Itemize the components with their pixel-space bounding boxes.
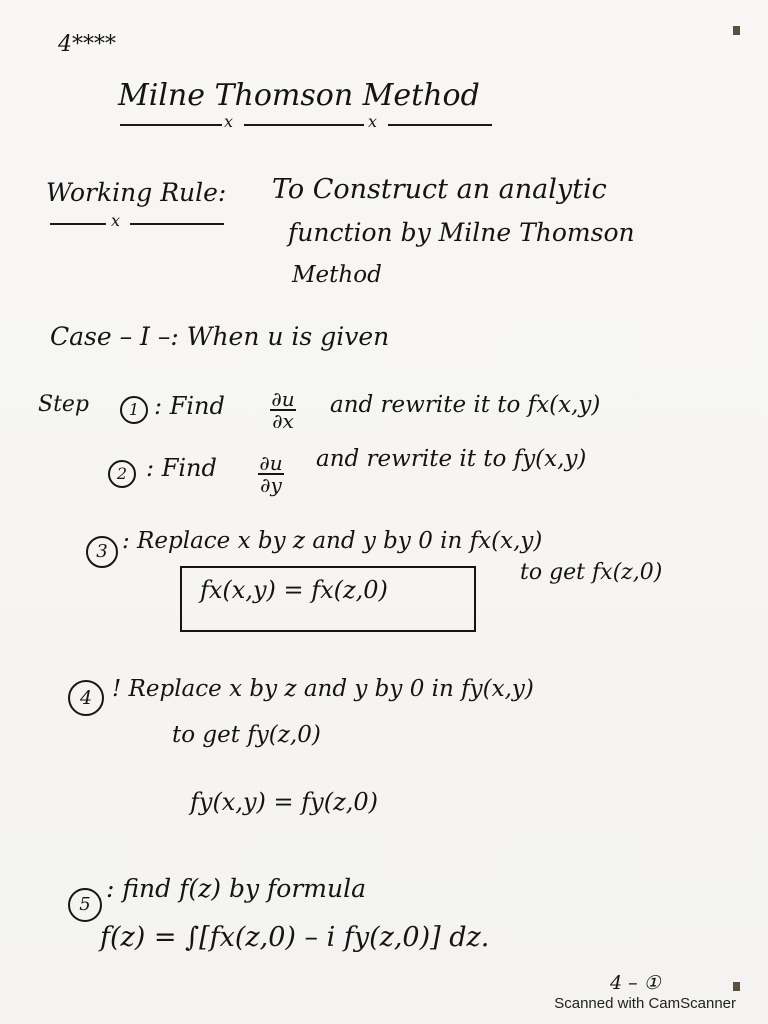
step-2-fraction <box>258 453 284 495</box>
step-4-number: 4 <box>68 680 104 716</box>
title-underline-1 <box>120 124 222 126</box>
page-marker: 4**** <box>58 32 116 57</box>
working-rule-line-3: Method <box>292 262 382 288</box>
camscanner-watermark: Scanned with CamScanner <box>554 995 736 1012</box>
step-1-fraction-denominator: ∂x <box>272 409 294 433</box>
step-3-boxed-equation: fx(x,y) = fx(z,0) <box>200 576 388 604</box>
step-2-text: : Find <box>146 454 217 482</box>
case-heading: Case – I –: When u is given <box>50 322 390 351</box>
working-rule-underline-2 <box>130 223 224 225</box>
step-2-fraction-denominator: ∂y <box>260 473 282 497</box>
corner-mark-bottom <box>733 982 740 991</box>
step-2-tail: and rewrite it to fy(x,y) <box>316 446 587 472</box>
working-rule-cross: x <box>111 211 121 230</box>
page-title: Milne Thomson Method <box>118 78 480 113</box>
step-1-fraction <box>270 389 296 431</box>
step-4-line-2: to get fy(z,0) <box>172 722 321 748</box>
step-5-text: : find f(z) by formula <box>106 874 367 903</box>
step-1-fraction-numerator: ∂u <box>271 387 295 411</box>
step-5-number: 5 <box>68 888 102 922</box>
step-1-tail: and rewrite it to fx(x,y) <box>330 392 601 418</box>
step-label: Step <box>38 392 90 417</box>
working-rule-label: Working Rule: <box>46 178 227 207</box>
step-2-number: 2 <box>108 460 136 488</box>
step-2-fraction-numerator: ∂u <box>259 451 283 475</box>
working-rule-underline-1 <box>50 223 106 225</box>
title-underline-cross-2: x <box>368 112 378 131</box>
page-number: 4 – ① <box>610 972 661 994</box>
title-underline-2 <box>244 124 364 126</box>
step-3-text: : Replace x by z and y by 0 in fx(x,y) <box>122 528 543 554</box>
title-underline-3 <box>388 124 492 126</box>
step-1-number: 1 <box>120 396 148 424</box>
step-1-text: : Find <box>154 392 225 420</box>
step-3-number: 3 <box>86 536 118 568</box>
step-5-formula: f(z) = ∫[fx(z,0) – i fy(z,0)] dz. <box>100 922 490 953</box>
title-underline-cross-1: x <box>224 112 234 131</box>
working-rule-line-1: To Construct an analytic <box>272 174 607 205</box>
step-4-equation: fy(x,y) = fy(z,0) <box>190 788 378 816</box>
step-3-tail: to get fx(z,0) <box>520 560 663 585</box>
corner-mark-top <box>733 26 740 35</box>
working-rule-line-2: function by Milne Thomson <box>288 218 635 247</box>
step-4-text: ! Replace x by z and y by 0 in fy(x,y) <box>112 676 534 702</box>
